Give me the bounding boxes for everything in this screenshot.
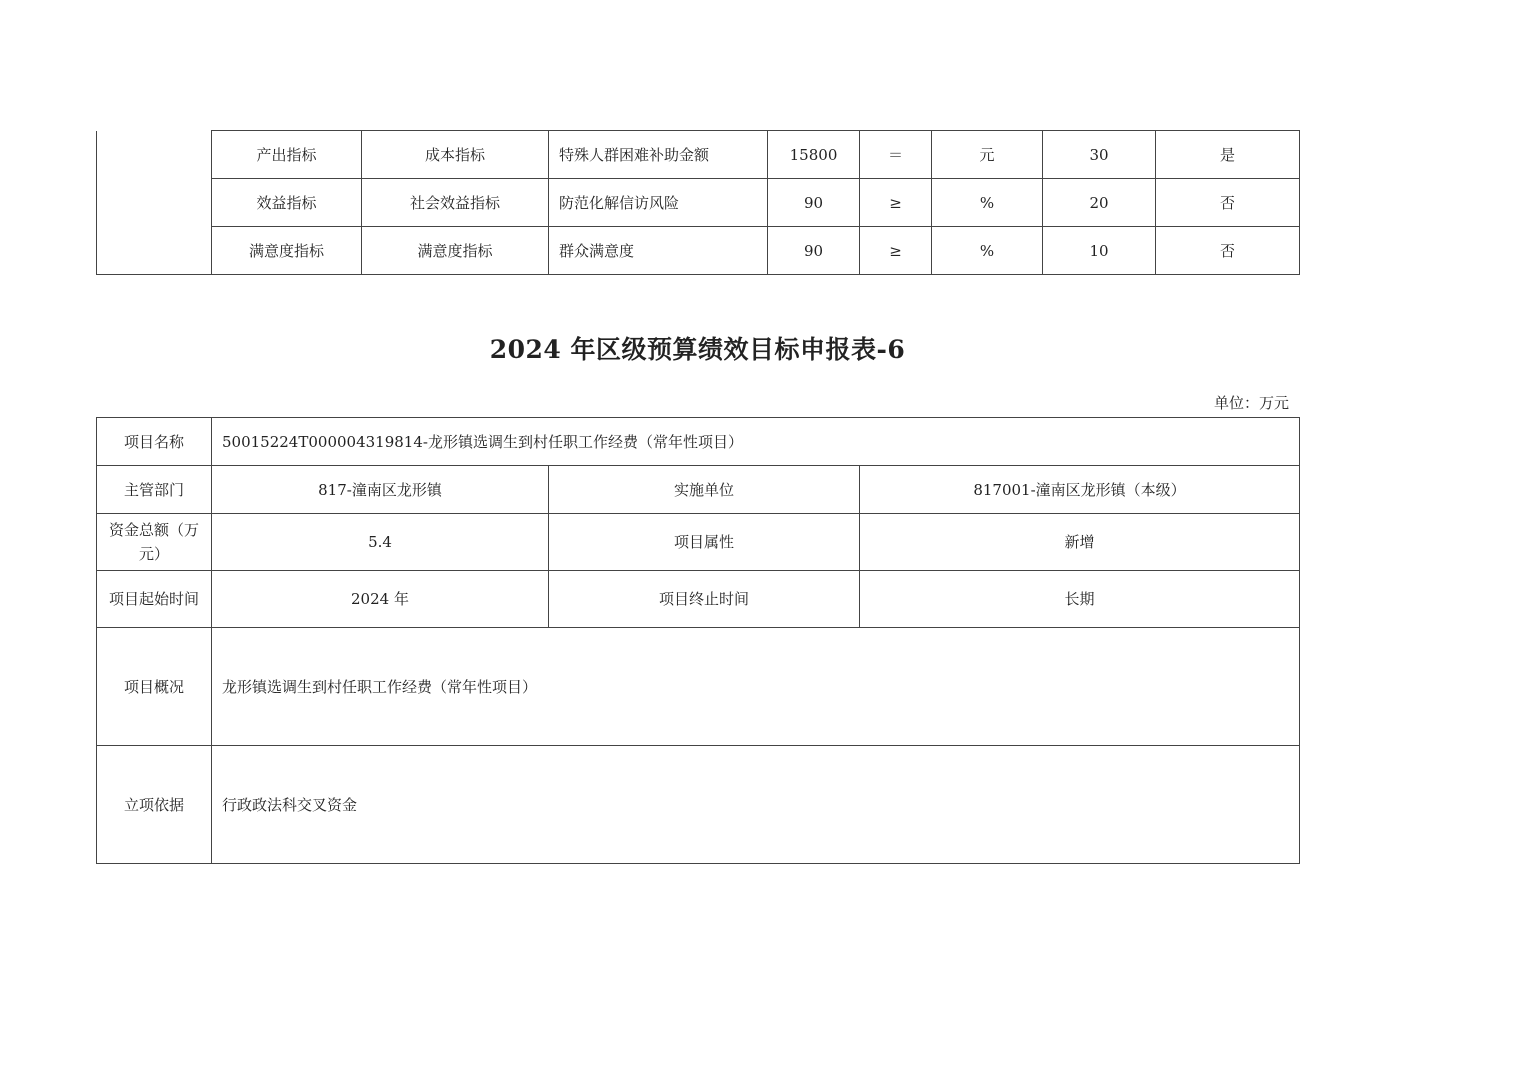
level1-indicator: 满意度指标 [212, 227, 362, 275]
unit-label: 单位：万元 [1213, 394, 1289, 412]
end-label: 项目终止时间 [549, 571, 860, 628]
table-row [97, 418, 1300, 466]
table-row [97, 179, 1300, 227]
core-indicator: 否 [1156, 227, 1300, 275]
indicator-name: 群众满意度 [549, 227, 768, 275]
table-row [97, 628, 1300, 746]
dept-label: 主管部门 [97, 466, 212, 514]
weight: 30 [1043, 131, 1156, 179]
dept-value: 817-潼南区龙形镇 [212, 466, 549, 514]
project-name-label: 项目名称 [97, 418, 212, 466]
page-title: 2024 年区级预算绩效目标申报表-6 [489, 335, 906, 364]
level2-indicator: 社会效益指标 [362, 179, 549, 227]
table-row [97, 571, 1300, 628]
impl-label: 实施单位 [549, 466, 860, 514]
level2-indicator: 成本指标 [362, 131, 549, 179]
level1-indicator: 产出指标 [212, 131, 362, 179]
basis-label: 立项依据 [97, 746, 212, 864]
attr-label: 项目属性 [549, 514, 860, 571]
unit: % [932, 179, 1043, 227]
table-row [97, 131, 1300, 179]
impl-value: 817001-潼南区龙形镇（本级） [860, 466, 1300, 514]
project-name-value: 50015224T000004319814-龙形镇选调生到村任职工作经费（常年性项目） [212, 418, 1300, 466]
indicator-table [96, 130, 1300, 275]
table-row [97, 466, 1300, 514]
indicator-name: 防范化解信访风险 [549, 179, 768, 227]
operator: ≥ [860, 179, 932, 227]
core-indicator: 是 [1156, 131, 1300, 179]
level1-indicator: 效益指标 [212, 179, 362, 227]
basis-value: 行政政法科交叉资金 [212, 746, 1300, 864]
indicator-name: 特殊人群困难补助金额 [549, 131, 768, 179]
operator: ＝ [860, 131, 932, 179]
start-label: 项目起始时间 [97, 571, 212, 628]
start-value: 2024 年 [212, 571, 549, 628]
target-value: 90 [768, 227, 860, 275]
target-value: 90 [768, 179, 860, 227]
operator: ≥ [860, 227, 932, 275]
weight: 10 [1043, 227, 1156, 275]
attr-value: 新增 [860, 514, 1300, 571]
unit: 元 [932, 131, 1043, 179]
overview-label: 项目概况 [97, 628, 212, 746]
overview-value: 龙形镇选调生到村任职工作经费（常年性项目） [212, 628, 1300, 746]
end-value: 长期 [860, 571, 1300, 628]
project-table [96, 417, 1300, 864]
table-row [97, 514, 1300, 571]
table-row [97, 746, 1300, 864]
fund-label: 资金总额（万元） [97, 514, 212, 571]
table-row [97, 227, 1300, 275]
fund-value: 5.4 [212, 514, 549, 571]
target-value: 15800 [768, 131, 860, 179]
blank-cell [97, 131, 212, 275]
weight: 20 [1043, 179, 1156, 227]
level2-indicator: 满意度指标 [362, 227, 549, 275]
unit: % [932, 227, 1043, 275]
core-indicator: 否 [1156, 179, 1300, 227]
